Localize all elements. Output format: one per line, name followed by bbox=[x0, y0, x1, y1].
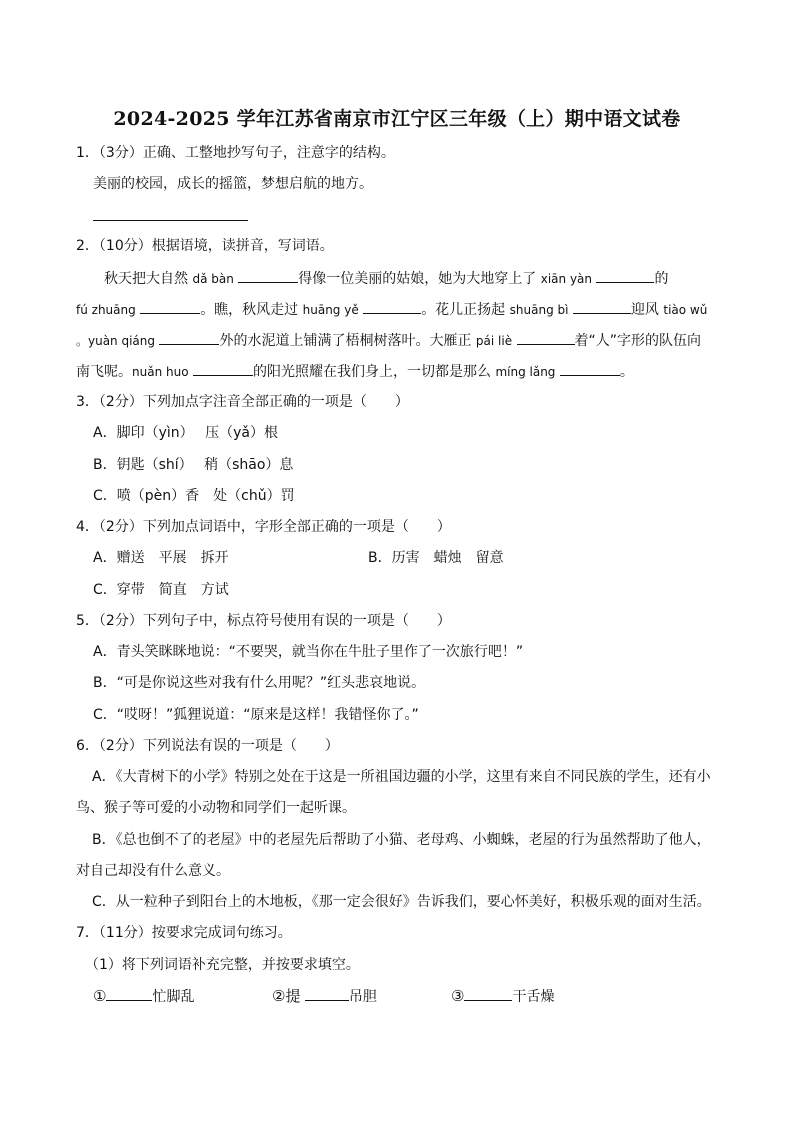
q1-answer-line bbox=[93, 206, 248, 227]
q4-option-a: A．赠送 平展 拆开 bbox=[93, 550, 229, 566]
q6-option-a-line1: A．《大青树下的小学》特别之处在于这是一所祖国边疆的小学，这里有来自不同民族的学生，还有小 bbox=[92, 769, 711, 785]
q2-line-2: fú zhuāng 。瞧，秋风走过 huāng yě 。花儿正扬起 shuāng bì 迎风 tiào wǔ bbox=[76, 299, 707, 320]
q7-item-1: ① 忙脚乱 bbox=[93, 987, 195, 1005]
q3-option-a: A．脚印（yìn） 压（yǎ）根 bbox=[93, 425, 278, 441]
q4-heading: 4．（2分）下列加点词语中，字形全部正确的一项是（ ） bbox=[76, 519, 451, 535]
exam-title: 2024-2025 学年江苏省南京市江宁区三年级（上）期中语文试卷 bbox=[113, 108, 681, 130]
q5-option-c: C．“哎呀！”狐狸说道：“原来是这样！我错怪你了。” bbox=[93, 707, 419, 723]
q2-line-4: 南飞呢。nuǎn huo 的阳光照耀在我们身上，一切都是那么 míng lǎng 。 bbox=[76, 361, 634, 382]
q3-option-c: C．喷（pèn）香 处（chǔ）罚 bbox=[93, 488, 295, 504]
q6-option-c: C．从一粒种子到阳台上的木地板，《那一定会很好》告诉我们，要心怀美好，积极乐观的面对生活。 bbox=[92, 894, 711, 910]
q5-heading: 5．（2分）下列句子中，标点符号使用有误的一项是（ ） bbox=[76, 613, 451, 629]
q6-option-a-line2: 鸟、猴子等可爱的小动物和同学们一起听课。 bbox=[76, 800, 356, 816]
q2-heading: 2．（10分）根据语境，读拼音，写词语。 bbox=[76, 238, 334, 254]
q7-subheading: （1）将下列词语补充完整，并按要求填空。 bbox=[85, 957, 360, 973]
q6-heading: 6．（2分）下列说法有误的一项是（ ） bbox=[76, 738, 339, 754]
q6-option-b-line2: 对自己却没有什么意义。 bbox=[76, 863, 230, 879]
q4-option-b: B．历害 蜡烛 留意 bbox=[368, 550, 504, 566]
q1-sentence: 美丽的校园，成长的摇篮，梦想启航的地方。 bbox=[93, 176, 373, 192]
pinyin-dǎbàn: dǎ bàn bbox=[192, 272, 234, 286]
q6-option-b-line1: B．《总也倒不了的老屋》中的老屋先后帮助了小猫、老母鸡、小蜘蛛，老屋的行为虽然帮助了他人， bbox=[92, 832, 711, 848]
q7-item-3: ③ 干舌燥 bbox=[451, 987, 555, 1005]
q7-heading: 7．（11分）按要求完成词句练习。 bbox=[76, 925, 292, 941]
q3-heading: 3．（2分）下列加点字注音全部正确的一项是（ ） bbox=[76, 394, 409, 410]
q5-option-b: B．“可是你说这些对我有什么用呢？”红头悲哀地说。 bbox=[93, 675, 426, 691]
q4-option-c: C．穿带 简直 方试 bbox=[93, 582, 229, 598]
q5-option-a: A．青头笑眯眯地说：“不要哭，就当你在牛肚子里作了一次旅行吧！” bbox=[93, 644, 524, 660]
q2-line-1: 秋天把大自然 dǎ bàn 得像一位美丽的姑娘，她为大地穿上了 xiān yàn 的 bbox=[104, 268, 668, 289]
q3-option-b: B．钥匙（shí） 稍（shāo）息 bbox=[93, 457, 294, 473]
q2-line-3: 。yuàn qiáng 外的水泥道上铺满了梧桐树落叶。大雁正 pái liè 着“人”字形的队伍向 bbox=[76, 330, 701, 351]
q1-heading: 1．（3分）正确、工整地抄写句子，注意字的结构。 bbox=[76, 145, 395, 161]
q7-item-2: ②提 吊胆 bbox=[272, 987, 377, 1005]
